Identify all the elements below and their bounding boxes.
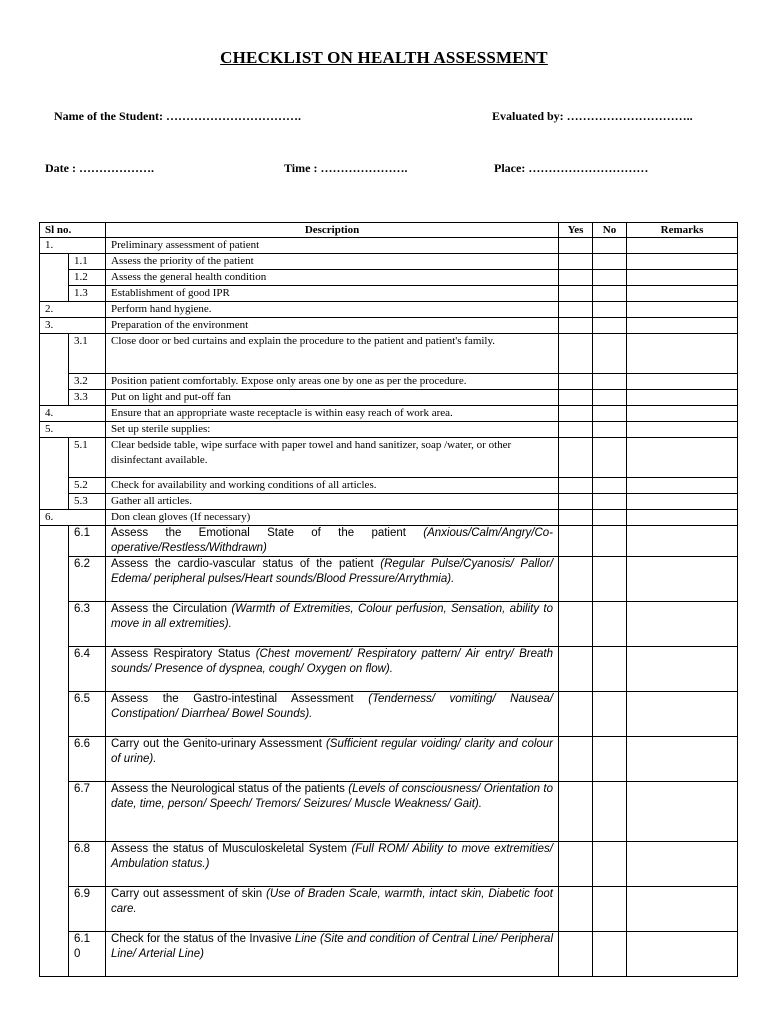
row-subnumber: 6.7: [69, 782, 106, 842]
row-description: Perform hand hygiene.: [106, 302, 559, 318]
row-subnumber: 3.1: [69, 334, 106, 374]
row-description: Ensure that an appropriate waste receptacle is within easy reach of work area.: [106, 406, 559, 422]
description-text: Assess the Neurological status of the patients: [111, 783, 349, 795]
no-cell[interactable]: [593, 557, 627, 602]
table-subrow: [40, 557, 738, 602]
row-description: [106, 782, 559, 842]
remarks-cell[interactable]: [627, 478, 738, 494]
remarks-cell[interactable]: [627, 334, 738, 374]
no-cell[interactable]: [593, 422, 627, 438]
table-subrow: [40, 438, 738, 478]
yes-cell[interactable]: [559, 510, 593, 526]
description-text: Assess the general health condition: [111, 271, 267, 283]
header-yes: Yes: [559, 223, 593, 238]
time-field: Time : ………………….: [284, 161, 408, 175]
row-description: Preliminary assessment of patient: [106, 238, 559, 254]
description-detail: Line (Site and condition of Central Line/ Peripheral Line/ Arterial Line): [111, 933, 554, 960]
description-text: Check for availability and working conditions of all articles.: [111, 479, 377, 491]
remarks-cell[interactable]: [627, 842, 738, 887]
row-subnumber: 6.2: [69, 557, 106, 602]
description-text: Check for the status of the Invasive: [111, 933, 295, 945]
yes-cell[interactable]: [559, 782, 593, 842]
remarks-cell[interactable]: [627, 238, 738, 254]
row-subnumber: 6.8: [69, 842, 106, 887]
table-subrow: [40, 286, 738, 302]
description-text: Assess the Emotional State of the patient: [111, 527, 424, 539]
row-description: Preparation of the environment: [106, 318, 559, 334]
table-row: [40, 422, 738, 438]
row-subnumber: 1.3: [69, 286, 106, 302]
yes-cell[interactable]: [559, 932, 593, 977]
row-description: [106, 692, 559, 737]
table-row: [40, 238, 738, 254]
no-cell[interactable]: [593, 302, 627, 318]
no-cell[interactable]: [593, 602, 627, 647]
row-subnumber: 5.1: [69, 438, 106, 478]
yes-cell[interactable]: [559, 478, 593, 494]
no-cell[interactable]: [593, 406, 627, 422]
remarks-cell[interactable]: [627, 422, 738, 438]
description-text: Assess the status of Musculoskeletal System: [111, 843, 352, 855]
table-subrow: [40, 602, 738, 647]
no-cell[interactable]: [593, 692, 627, 737]
no-cell[interactable]: [593, 318, 627, 334]
remarks-cell[interactable]: [627, 390, 738, 406]
date-field: Date : ……………….: [45, 161, 154, 175]
table-subrow: [40, 526, 738, 557]
remarks-cell[interactable]: [627, 647, 738, 692]
checklist-table: [39, 222, 738, 977]
table-row: [40, 510, 738, 526]
row-number: 4.: [40, 406, 106, 422]
yes-cell[interactable]: [559, 842, 593, 887]
row-description: [106, 647, 559, 692]
description-detail: (Regular Pulse/Cyanosis/ Pallor/ Edema/ peripheral pulses/Heart sounds/Blood Pressure/Arrythmia).: [111, 558, 554, 585]
yes-cell[interactable]: [559, 647, 593, 692]
row-description: [106, 887, 559, 932]
remarks-cell[interactable]: [627, 692, 738, 737]
description-detail: (Full ROM/ Ability to move extremities/ Ambulation status.): [111, 843, 553, 870]
group-spacer: [40, 334, 69, 406]
table-subrow: [40, 737, 738, 782]
description-detail: (Anxious/Calm/Angry/Co-operative/Restless/Withdrawn): [111, 527, 554, 554]
no-cell[interactable]: [593, 286, 627, 302]
table-row: [40, 302, 738, 318]
no-cell[interactable]: [593, 270, 627, 286]
row-description: Don clean gloves (If necessary): [106, 510, 559, 526]
row-description: [106, 557, 559, 602]
yes-cell[interactable]: [559, 887, 593, 932]
header-remarks: Remarks: [627, 223, 738, 238]
table-subrow: [40, 374, 738, 390]
no-cell[interactable]: [593, 887, 627, 932]
table-subrow: [40, 647, 738, 692]
row-description: [106, 286, 559, 302]
row-subnumber: 6.3: [69, 602, 106, 647]
table-subrow: [40, 494, 738, 510]
remarks-cell[interactable]: [627, 438, 738, 478]
remarks-cell[interactable]: [627, 286, 738, 302]
table-row: [40, 406, 738, 422]
description-text: Carry out the Genito-urinary Assessment: [111, 738, 326, 750]
description-detail: (Warmth of Extremities, Colour perfusion, Sensation, ability to move in all extremities).: [111, 603, 554, 630]
table-subrow: [40, 390, 738, 406]
table-row: [40, 318, 738, 334]
remarks-cell[interactable]: [627, 932, 738, 977]
remarks-cell[interactable]: [627, 602, 738, 647]
description-text: Assess the cardio-vascular status of the patient: [111, 558, 381, 570]
description-text: Position patient comfortably. Expose only areas one by one as per the procedure.: [111, 375, 467, 387]
description-text: Establishment of good IPR: [111, 287, 230, 299]
remarks-cell[interactable]: [627, 494, 738, 510]
group-spacer: [40, 254, 69, 302]
group-spacer: [40, 526, 69, 977]
no-cell[interactable]: [593, 254, 627, 270]
remarks-cell[interactable]: [627, 526, 738, 557]
yes-cell[interactable]: [559, 238, 593, 254]
no-cell[interactable]: [593, 932, 627, 977]
no-cell[interactable]: [593, 647, 627, 692]
evaluated-by-field: Evaluated by: …………………………..: [492, 109, 693, 123]
row-subnumber: 6.1 0: [69, 932, 106, 977]
row-subnumber: 5.2: [69, 478, 106, 494]
group-spacer: [40, 438, 69, 510]
row-description: [106, 737, 559, 782]
no-cell[interactable]: [593, 782, 627, 842]
row-description: [106, 390, 559, 406]
description-detail: (Levels of consciousness/ Orientation to date, time, person/ Speech/ Tremors/ Seizures/ Muscle Weakness/ Gait).: [111, 783, 554, 810]
no-cell[interactable]: [593, 737, 627, 782]
place-field: Place: …………………………: [494, 161, 649, 175]
remarks-cell[interactable]: [627, 782, 738, 842]
description-text: Assess the Circulation: [111, 603, 232, 615]
row-subnumber: 6.9: [69, 887, 106, 932]
description-text: Clear bedside table, wipe surface with paper towel and hand sanitizer, soap /water, or other disinfectant available.: [111, 439, 512, 466]
remarks-cell[interactable]: [627, 374, 738, 390]
row-subnumber: 6.5: [69, 692, 106, 737]
description-detail: (Chest movement/ Respiratory pattern/ Air entry/ Breath sounds/ Presence of dyspnea, cough/ Oxygen on flow).: [111, 648, 554, 675]
row-description: [106, 478, 559, 494]
yes-cell[interactable]: [559, 334, 593, 374]
no-cell[interactable]: [593, 374, 627, 390]
table-subrow: [40, 270, 738, 286]
yes-cell[interactable]: [559, 602, 593, 647]
no-cell[interactable]: [593, 438, 627, 478]
remarks-cell[interactable]: [627, 406, 738, 422]
description-detail: (Sufficient regular voiding/ clarity and colour of urine).: [111, 738, 554, 765]
row-description: [106, 526, 559, 557]
yes-cell[interactable]: [559, 692, 593, 737]
yes-cell[interactable]: [559, 302, 593, 318]
row-subnumber: 3.2: [69, 374, 106, 390]
table-subrow: [40, 692, 738, 737]
table-subrow: [40, 334, 738, 374]
table-subrow: [40, 887, 738, 932]
no-cell[interactable]: [593, 478, 627, 494]
remarks-cell[interactable]: [627, 254, 738, 270]
row-number: 5.: [40, 422, 106, 438]
row-number: 1.: [40, 238, 106, 254]
row-description: [106, 270, 559, 286]
remarks-cell[interactable]: [627, 737, 738, 782]
yes-cell[interactable]: [559, 254, 593, 270]
remarks-cell[interactable]: [627, 302, 738, 318]
row-subnumber: 5.3: [69, 494, 106, 510]
yes-cell[interactable]: [559, 526, 593, 557]
row-subnumber: 6.1: [69, 526, 106, 557]
row-description: [106, 602, 559, 647]
row-subnumber: 1.1: [69, 254, 106, 270]
no-cell[interactable]: [593, 238, 627, 254]
yes-cell[interactable]: [559, 286, 593, 302]
yes-cell[interactable]: [559, 270, 593, 286]
row-description: Set up sterile supplies:: [106, 422, 559, 438]
remarks-cell[interactable]: [627, 510, 738, 526]
header-sl-no: Sl no.: [40, 223, 106, 238]
remarks-cell[interactable]: [627, 557, 738, 602]
description-text: Assess the Gastro-intestinal Assessment: [111, 693, 369, 705]
row-description: [106, 374, 559, 390]
no-cell[interactable]: [593, 842, 627, 887]
description-text: Gather all articles.: [111, 495, 192, 507]
row-number: 6.: [40, 510, 106, 526]
row-number: 2.: [40, 302, 106, 318]
row-number: 3.: [40, 318, 106, 334]
row-description: [106, 438, 559, 478]
yes-cell[interactable]: [559, 406, 593, 422]
row-subnumber: 3.3: [69, 390, 106, 406]
no-cell[interactable]: [593, 510, 627, 526]
header-description: Description: [106, 223, 559, 238]
yes-cell[interactable]: [559, 422, 593, 438]
row-subnumber: 6.4: [69, 647, 106, 692]
no-cell[interactable]: [593, 526, 627, 557]
student-name-field: Name of the Student: …………………………….: [54, 109, 301, 123]
remarks-cell[interactable]: [627, 270, 738, 286]
table-subrow: [40, 782, 738, 842]
yes-cell[interactable]: [559, 390, 593, 406]
row-description: [106, 932, 559, 977]
row-description: [106, 254, 559, 270]
row-subnumber: 6.6: [69, 737, 106, 782]
row-subnumber: 1.2: [69, 270, 106, 286]
row-description: [106, 494, 559, 510]
description-detail: (Use of Braden Scale, warmth, intact skin, Diabetic foot care.: [111, 888, 554, 915]
row-description: [106, 842, 559, 887]
yes-cell[interactable]: [559, 737, 593, 782]
description-text: Assess Respiratory Status: [111, 648, 256, 660]
yes-cell[interactable]: [559, 318, 593, 334]
table-subrow: [40, 932, 738, 977]
header-no: No: [593, 223, 627, 238]
yes-cell[interactable]: [559, 557, 593, 602]
yes-cell[interactable]: [559, 438, 593, 478]
no-cell[interactable]: [593, 494, 627, 510]
description-text: Carry out assessment of skin: [111, 888, 267, 900]
yes-cell[interactable]: [559, 374, 593, 390]
table-subrow: [40, 254, 738, 270]
remarks-cell[interactable]: [627, 318, 738, 334]
table-subrow: [40, 842, 738, 887]
no-cell[interactable]: [593, 390, 627, 406]
table-subrow: [40, 478, 738, 494]
description-text: Assess the priority of the patient: [111, 255, 254, 267]
description-text: Close door or bed curtains and explain the procedure to the patient and patient's family.: [111, 335, 496, 347]
description-detail: (Tenderness/ vomiting/ Nausea/ Constipation/ Diarrhea/ Bowel Sounds).: [111, 693, 554, 720]
description-text: Put on light and put-off fan: [111, 391, 231, 403]
table-header-row: [40, 223, 738, 238]
page-title: CHECKLIST ON HEALTH ASSESSMENT: [220, 48, 548, 67]
no-cell[interactable]: [593, 334, 627, 374]
remarks-cell[interactable]: [627, 887, 738, 932]
row-description: [106, 334, 559, 374]
yes-cell[interactable]: [559, 494, 593, 510]
